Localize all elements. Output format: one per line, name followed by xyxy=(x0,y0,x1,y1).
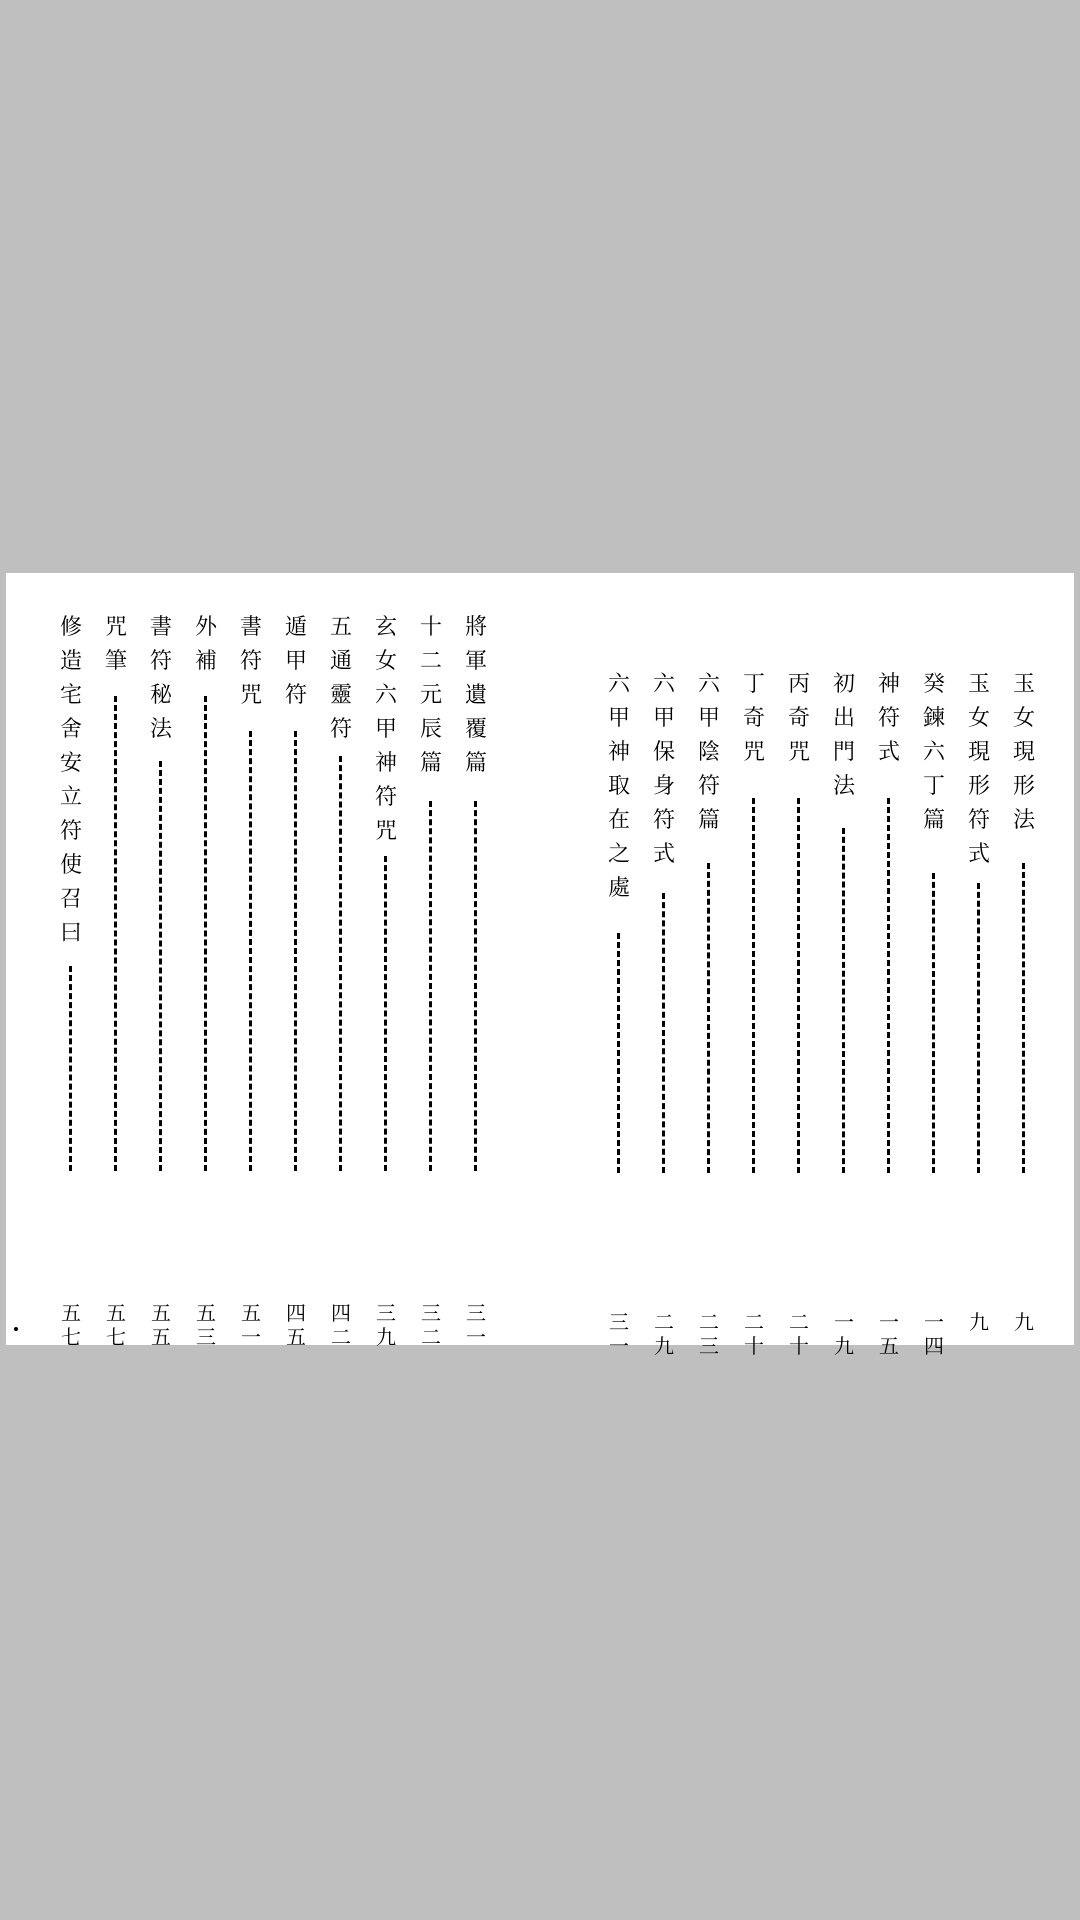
glyph: 二 xyxy=(419,649,442,674)
dot-leader xyxy=(842,828,845,1173)
entry-page-number xyxy=(278,1301,314,1349)
glyph: 六 xyxy=(652,672,675,697)
glyph: 修 xyxy=(59,615,82,640)
glyph: 六 xyxy=(697,672,720,697)
glyph: 九 xyxy=(376,1325,396,1349)
glyph: 筆 xyxy=(104,649,127,674)
glyph: 十 xyxy=(744,1334,764,1358)
entry-title xyxy=(143,611,179,747)
entry-page-number xyxy=(233,1301,269,1349)
glyph: 女 xyxy=(374,649,397,674)
toc-spread xyxy=(6,573,1074,1358)
glyph: 處 xyxy=(607,876,630,901)
glyph: 九 xyxy=(969,1310,989,1334)
toc-entry xyxy=(53,611,89,1349)
entry-page-number xyxy=(143,1301,179,1349)
glyph: 一 xyxy=(924,1310,944,1334)
entry-page-number xyxy=(736,1310,772,1358)
glyph: 四 xyxy=(331,1301,351,1325)
glyph: 在 xyxy=(607,808,630,833)
glyph: 遁 xyxy=(284,615,307,640)
glyph: 形 xyxy=(1012,774,1035,799)
glyph: 五 xyxy=(329,615,352,640)
glyph: 取 xyxy=(607,774,630,799)
glyph: 出 xyxy=(832,706,855,731)
entry-page-number xyxy=(1006,1310,1042,1334)
glyph: 甲 xyxy=(374,717,397,742)
glyph: 符 xyxy=(284,683,307,708)
glyph: 補 xyxy=(194,649,217,674)
entry-page-number xyxy=(691,1310,727,1358)
glyph: 通 xyxy=(329,649,352,674)
entry-title xyxy=(458,611,494,781)
dot-leader xyxy=(707,863,710,1173)
entry-title xyxy=(1006,668,1042,838)
glyph: 外 xyxy=(194,615,217,640)
glyph: 靈 xyxy=(329,683,352,708)
glyph: 式 xyxy=(967,842,990,867)
glyph: 造 xyxy=(59,649,82,674)
dot-leader xyxy=(662,893,665,1173)
toc-entry xyxy=(1006,668,1042,1338)
toc-entry xyxy=(278,611,314,1349)
glyph: 五 xyxy=(241,1301,261,1325)
glyph: 咒 xyxy=(787,740,810,765)
glyph: 十 xyxy=(419,615,442,640)
glyph: 五 xyxy=(106,1301,126,1325)
entry-page-number xyxy=(916,1310,952,1358)
glyph: 咒 xyxy=(239,683,262,708)
toc-entry xyxy=(736,668,772,1358)
glyph: 玉 xyxy=(967,672,990,697)
glyph: 三 xyxy=(421,1301,441,1325)
glyph: 軍 xyxy=(464,649,487,674)
glyph: 之 xyxy=(607,842,630,867)
toc-entry xyxy=(826,668,862,1358)
glyph: 一 xyxy=(834,1310,854,1334)
entry-title xyxy=(368,611,404,849)
glyph: 陰 xyxy=(697,740,720,765)
glyph: 女 xyxy=(967,706,990,731)
glyph: 符 xyxy=(59,819,82,844)
dot-leader xyxy=(204,696,207,1171)
glyph: 符 xyxy=(877,706,900,731)
glyph: 法 xyxy=(1012,808,1035,833)
dot-leader xyxy=(932,873,935,1173)
glyph: 三 xyxy=(466,1301,486,1325)
entry-title xyxy=(871,668,907,770)
glyph: 七 xyxy=(61,1325,81,1349)
glyph: 將 xyxy=(464,615,487,640)
dot-leader xyxy=(474,801,477,1171)
scan-speck xyxy=(14,1327,18,1331)
entry-page-number xyxy=(826,1310,862,1358)
entry-page-number xyxy=(961,1310,997,1334)
entry-title xyxy=(916,668,952,838)
dot-leader xyxy=(69,966,72,1171)
entry-title xyxy=(601,668,637,906)
glyph: 咒 xyxy=(104,615,127,640)
glyph: 身 xyxy=(652,774,675,799)
glyph: 書 xyxy=(239,615,262,640)
glyph: 二 xyxy=(699,1310,719,1334)
glyph: 五 xyxy=(61,1301,81,1325)
glyph: 宅 xyxy=(59,683,82,708)
toc-entry xyxy=(781,668,817,1358)
glyph: 神 xyxy=(374,751,397,776)
glyph: 奇 xyxy=(742,706,765,731)
glyph: 二 xyxy=(331,1325,351,1349)
glyph: 遺 xyxy=(464,683,487,708)
entry-page-number xyxy=(98,1301,134,1349)
toc-entry xyxy=(143,611,179,1349)
glyph: 符 xyxy=(149,649,172,674)
toc-entry xyxy=(233,611,269,1349)
entry-page-number xyxy=(413,1301,449,1349)
glyph: 三 xyxy=(699,1334,719,1358)
entry-page-number xyxy=(646,1310,682,1358)
glyph: 覆 xyxy=(464,717,487,742)
toc-entry xyxy=(601,668,637,1358)
entry-page-number xyxy=(601,1310,637,1358)
glyph: 符 xyxy=(697,774,720,799)
glyph: 五 xyxy=(151,1325,171,1349)
entry-title xyxy=(826,668,862,804)
entry-page-number xyxy=(458,1301,494,1349)
glyph: 一 xyxy=(879,1310,899,1334)
dot-leader xyxy=(887,798,890,1173)
toc-entry xyxy=(961,668,997,1338)
glyph: 篇 xyxy=(922,808,945,833)
dot-leader xyxy=(384,856,387,1171)
entry-title xyxy=(691,668,727,838)
toc-entry xyxy=(368,611,404,1349)
glyph: 九 xyxy=(1014,1310,1034,1334)
glyph: 九 xyxy=(834,1334,854,1358)
dot-leader xyxy=(617,933,620,1173)
glyph: 式 xyxy=(877,740,900,765)
glyph: 六 xyxy=(374,683,397,708)
glyph: 一 xyxy=(241,1325,261,1349)
dot-leader xyxy=(1022,863,1025,1173)
glyph: 六 xyxy=(607,672,630,697)
glyph: 辰 xyxy=(419,717,442,742)
toc-entry xyxy=(413,611,449,1349)
entry-title xyxy=(736,668,772,770)
glyph: 立 xyxy=(59,785,82,810)
entry-page-number xyxy=(871,1310,907,1358)
glyph: 鍊 xyxy=(922,706,945,731)
glyph: 秘 xyxy=(149,683,172,708)
glyph: 二 xyxy=(654,1310,674,1334)
glyph: 符 xyxy=(652,808,675,833)
glyph: 五 xyxy=(196,1301,216,1325)
glyph: 四 xyxy=(924,1334,944,1358)
glyph: 符 xyxy=(374,785,397,810)
glyph: 玄 xyxy=(374,615,397,640)
entry-title xyxy=(961,668,997,872)
glyph: 一 xyxy=(609,1334,629,1358)
glyph: 初 xyxy=(832,672,855,697)
glyph: 九 xyxy=(654,1334,674,1358)
glyph: 篇 xyxy=(464,751,487,776)
glyph: 符 xyxy=(329,717,352,742)
glyph: 甲 xyxy=(607,706,630,731)
glyph: 使 xyxy=(59,853,82,878)
dot-leader xyxy=(249,731,252,1171)
entry-title xyxy=(233,611,269,713)
glyph: 符 xyxy=(967,808,990,833)
glyph: 舍 xyxy=(59,717,82,742)
toc-entry xyxy=(871,668,907,1358)
toc-entry xyxy=(646,668,682,1358)
glyph: 元 xyxy=(419,683,442,708)
glyph: 曰 xyxy=(59,921,82,946)
glyph: 式 xyxy=(652,842,675,867)
glyph: 甲 xyxy=(652,706,675,731)
glyph: 四 xyxy=(286,1301,306,1325)
glyph: 甲 xyxy=(284,649,307,674)
entry-title xyxy=(278,611,314,713)
glyph: 三 xyxy=(376,1301,396,1325)
toc-entry xyxy=(323,611,359,1349)
glyph: 現 xyxy=(1012,740,1035,765)
glyph: 五 xyxy=(879,1334,899,1358)
entry-title xyxy=(413,611,449,781)
glyph: 法 xyxy=(832,774,855,799)
glyph: 篇 xyxy=(697,808,720,833)
dot-leader xyxy=(294,731,297,1171)
dot-leader xyxy=(429,801,432,1171)
glyph: 篇 xyxy=(419,751,442,776)
glyph: 神 xyxy=(607,740,630,765)
glyph: 奇 xyxy=(787,706,810,731)
toc-entry xyxy=(916,668,952,1358)
glyph: 十 xyxy=(789,1334,809,1358)
dot-leader xyxy=(114,696,117,1171)
glyph: 一 xyxy=(466,1325,486,1349)
entry-title xyxy=(188,611,224,679)
glyph: 二 xyxy=(744,1310,764,1334)
glyph: 咒 xyxy=(374,819,397,844)
entry-title xyxy=(781,668,817,770)
toc-entry xyxy=(98,611,134,1349)
glyph: 丙 xyxy=(787,672,810,697)
glyph: 神 xyxy=(877,672,900,697)
glyph: 符 xyxy=(239,649,262,674)
dot-leader xyxy=(977,883,980,1173)
dot-leader xyxy=(752,798,755,1173)
glyph: 二 xyxy=(421,1325,441,1349)
entry-title xyxy=(53,611,89,951)
glyph: 形 xyxy=(967,774,990,799)
toc-entry xyxy=(691,668,727,1358)
entry-title xyxy=(98,611,134,679)
glyph: 保 xyxy=(652,740,675,765)
glyph: 五 xyxy=(151,1301,171,1325)
glyph: 安 xyxy=(59,751,82,776)
entry-title xyxy=(323,611,359,747)
glyph: 法 xyxy=(149,717,172,742)
entry-page-number xyxy=(323,1301,359,1349)
toc-entry xyxy=(188,611,224,1349)
glyph: 七 xyxy=(106,1325,126,1349)
dot-leader xyxy=(159,761,162,1171)
glyph: 咒 xyxy=(742,740,765,765)
dot-leader xyxy=(339,756,342,1171)
glyph: 門 xyxy=(832,740,855,765)
entry-page-number xyxy=(188,1301,224,1349)
glyph: 癸 xyxy=(922,672,945,697)
glyph: 三 xyxy=(196,1325,216,1349)
glyph: 召 xyxy=(59,887,82,912)
glyph: 玉 xyxy=(1012,672,1035,697)
glyph: 女 xyxy=(1012,706,1035,731)
glyph: 二 xyxy=(789,1310,809,1334)
glyph: 丁 xyxy=(922,774,945,799)
dot-leader xyxy=(797,798,800,1173)
glyph: 甲 xyxy=(697,706,720,731)
entry-page-number xyxy=(368,1301,404,1349)
glyph: 三 xyxy=(609,1310,629,1334)
glyph: 書 xyxy=(149,615,172,640)
glyph: 丁 xyxy=(742,672,765,697)
glyph: 現 xyxy=(967,740,990,765)
glyph: 六 xyxy=(922,740,945,765)
entry-title xyxy=(646,668,682,872)
glyph: 五 xyxy=(286,1325,306,1349)
entry-page-number xyxy=(53,1301,89,1349)
toc-entry xyxy=(458,611,494,1349)
entry-page-number xyxy=(781,1310,817,1358)
